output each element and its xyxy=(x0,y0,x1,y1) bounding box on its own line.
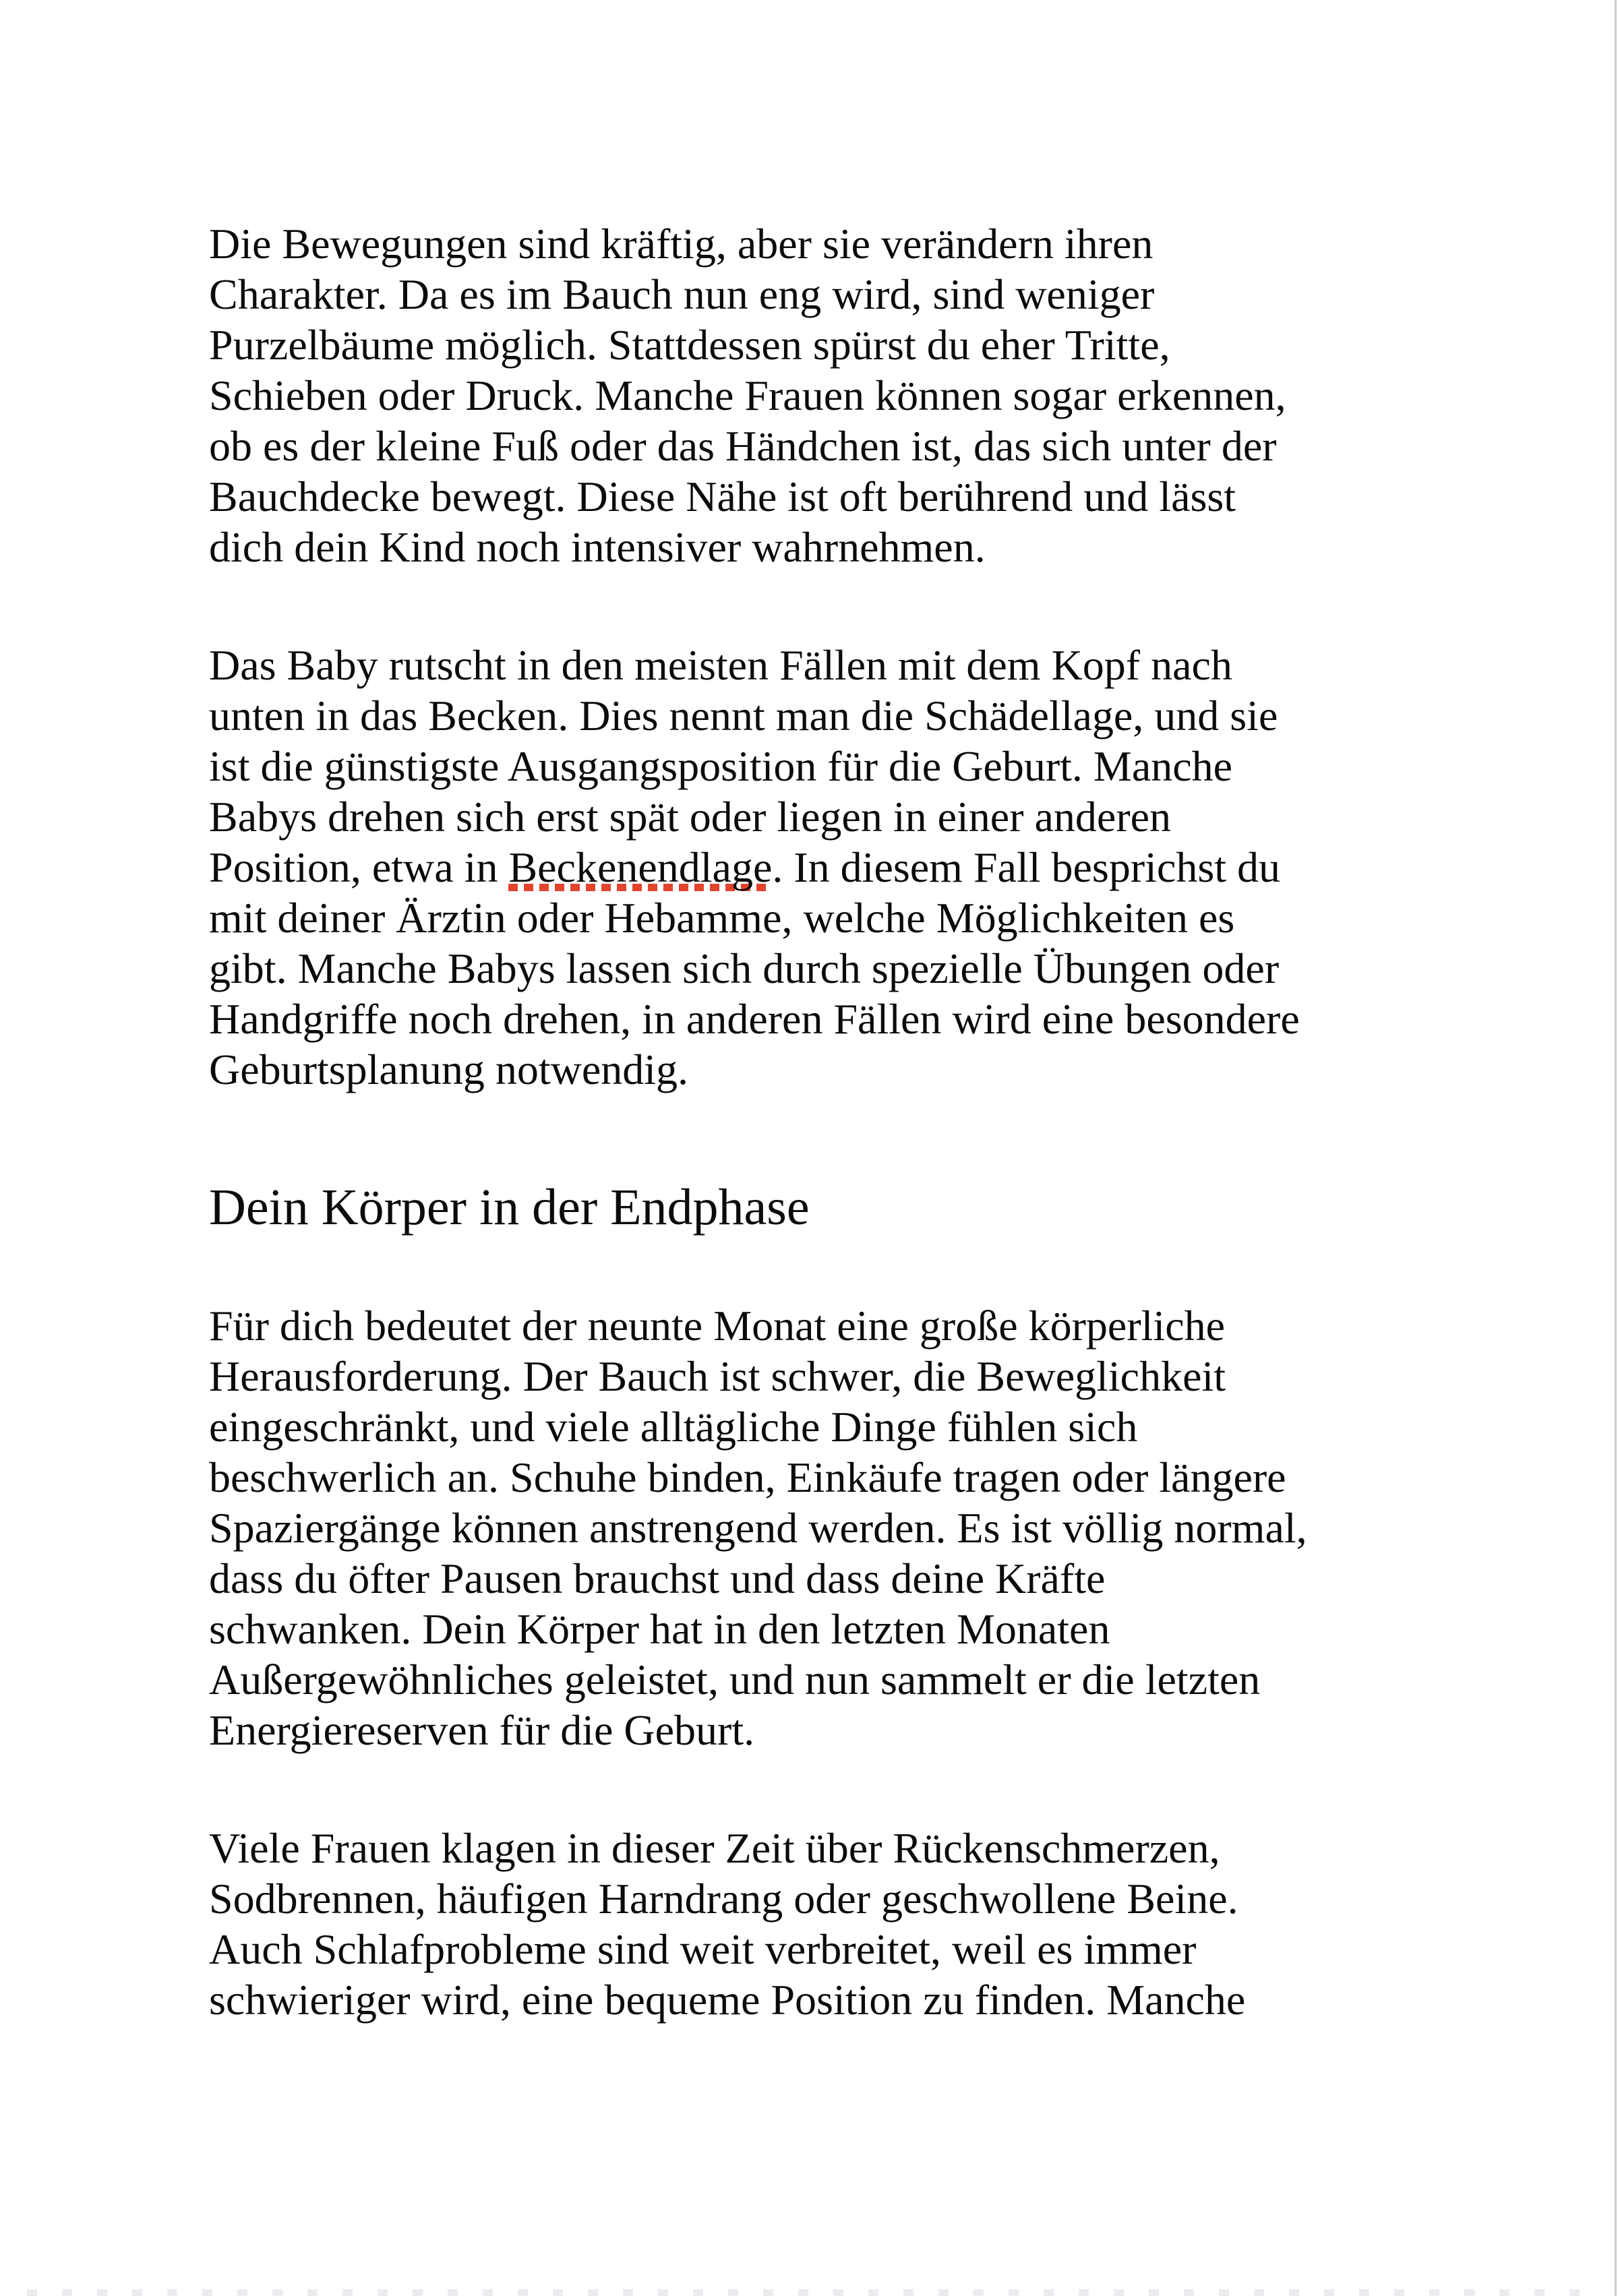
text-line[interactable]: mit deiner Ärztin oder Hebamme, welche Möglichkeiten es xyxy=(209,894,1235,942)
text-line[interactable]: Herausforderung. Der Bauch ist schwer, die Beweglichkeit xyxy=(209,1352,1226,1400)
text-line[interactable]: ist die günstigste Ausgangsposition für die Geburt. Manche xyxy=(209,742,1233,790)
text-line[interactable]: dich dein Kind noch intensiver wahrnehmen. xyxy=(209,523,986,571)
text-line[interactable]: schwanken. Dein Körper hat in den letzten Monaten xyxy=(209,1605,1110,1653)
text-line[interactable]: gibt. Manche Babys lassen sich durch spezielle Übungen oder xyxy=(209,944,1280,992)
text-line[interactable]: Charakter. Da es im Bauch nun eng wird, sind weniger xyxy=(209,270,1155,318)
text-line[interactable]: Außergewöhnliches geleistet, und nun sammelt er die letzten xyxy=(209,1656,1261,1703)
text-line[interactable]: Babys drehen sich erst spät oder liegen in einer anderen xyxy=(209,793,1172,841)
text-line[interactable]: Schieben oder Druck. Manche Frauen können sogar erkennen, xyxy=(209,371,1286,419)
text-line[interactable]: unten in das Becken. Dies nennt man die Schädellage, und sie xyxy=(209,692,1278,739)
text-line[interactable]: eingeschränkt, und viele alltägliche Dinge fühlen sich xyxy=(209,1403,1138,1451)
text-line[interactable]: Das Baby rutscht in den meisten Fällen mit dem Kopf nach xyxy=(209,641,1232,689)
text-line[interactable]: Energiereserven für die Geburt. xyxy=(209,1706,755,1754)
text-line[interactable]: ob es der kleine Fuß oder das Händchen ist, das sich unter der xyxy=(209,422,1277,470)
text-line-with-spellcheck[interactable] xyxy=(209,842,1456,893)
text-line[interactable]: dass du öfter Pausen brauchst und dass deine Kräfte xyxy=(209,1554,1106,1602)
text-line[interactable]: Bauchdecke bewegt. Diese Nähe ist oft berührend und lässt xyxy=(209,473,1236,520)
text-line[interactable]: Auch Schlafprobleme sind weit verbreitet, weil es immer xyxy=(209,1925,1197,1973)
text-line[interactable]: schwieriger wird, eine bequeme Position zu finden. Manche xyxy=(209,1976,1246,2024)
paragraph-baby-position xyxy=(209,640,1456,1095)
misspelled-word-beckenendlage[interactable]: Beckenendlage xyxy=(508,843,773,891)
text-line[interactable]: Sodbrennen, häufigen Harndrang oder geschwollene Beine. xyxy=(209,1875,1238,1923)
paragraph-complaints xyxy=(209,1823,1456,2025)
paragraph-baby-movements xyxy=(209,218,1456,572)
text-line[interactable]: Geburtsplanung notwendig. xyxy=(209,1046,688,1093)
cutoff-text-line-tops xyxy=(27,2289,1598,2296)
section-heading-endphase[interactable]: Dein Körper in der Endphase xyxy=(209,1179,810,1236)
text-line[interactable]: Purzelbäume möglich. Stattdessen spürst du eher Tritte, xyxy=(209,321,1170,369)
text-line[interactable]: beschwerlich an. Schuhe binden, Einkäufe tragen oder längere xyxy=(209,1453,1286,1501)
text-segment: Position, etwa in xyxy=(209,843,509,891)
text-line[interactable]: Spaziergänge können anstrengend werden. Es ist völlig normal, xyxy=(209,1504,1307,1552)
text-line[interactable]: Viele Frauen klagen in dieser Zeit über Rückenschmerzen, xyxy=(209,1824,1220,1872)
text-line[interactable]: Für dich bedeutet der neunte Monat eine große körperliche xyxy=(209,1302,1225,1350)
text-line[interactable]: Handgriffe noch drehen, in anderen Fällen wird eine besondere xyxy=(209,995,1300,1043)
text-line[interactable]: Die Bewegungen sind kräftig, aber sie verändern ihren xyxy=(209,220,1153,268)
window-right-edge-divider xyxy=(1615,0,1617,2296)
text-segment: . In diesem Fall besprichst du xyxy=(772,843,1280,891)
paragraph-body-endphase xyxy=(209,1300,1456,1755)
